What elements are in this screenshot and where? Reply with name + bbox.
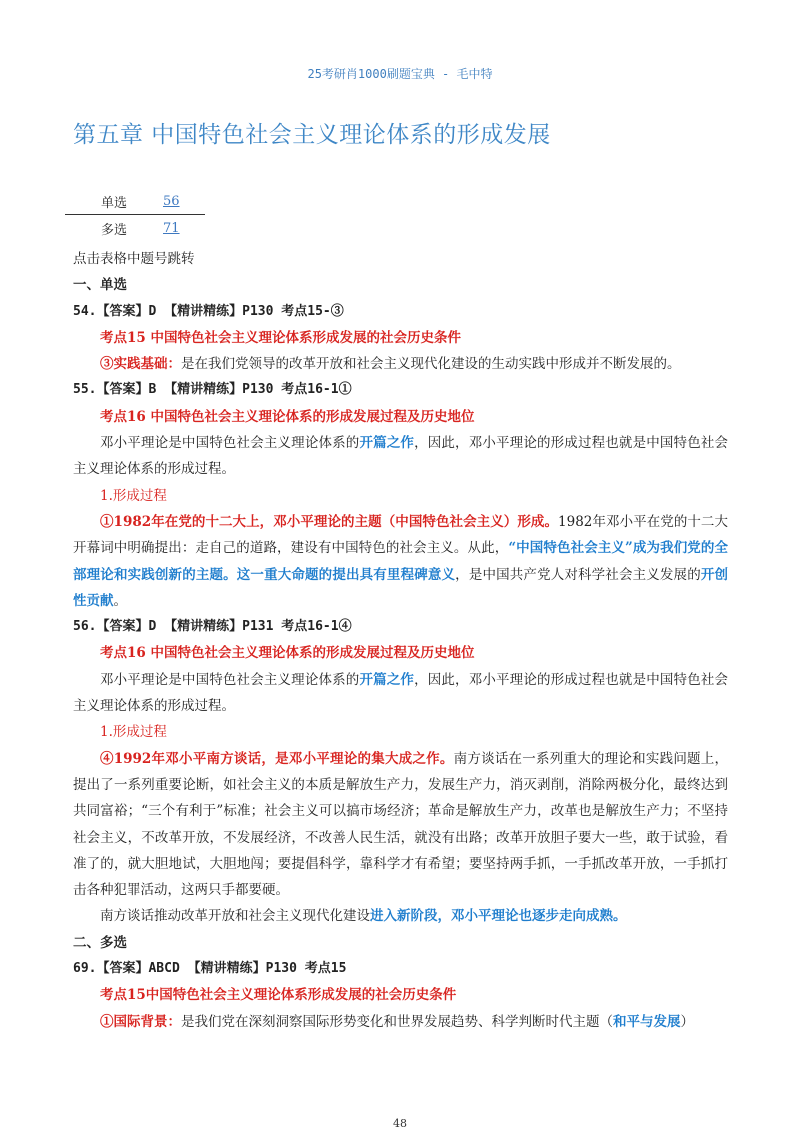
highlight-blue: 和平与发展 [613, 1013, 681, 1030]
paragraph-56-1 [73, 667, 728, 720]
point-heading-56: 考点16 中国特色社会主义理论体系的形成发展过程及历史地位 [100, 645, 475, 662]
highlight-red: ①1982年在党的十二大上，邓小平理论的主题（中国特色社会主义）形成。 [100, 513, 559, 530]
answer-line-55: 55.【答案】B 【精讲精练】P130 考点16-1① [73, 382, 352, 398]
bold-term: ③实践基础： [100, 356, 181, 373]
highlight-blue: “中国特色社会主义”成为我们党的全部理论和实践创新的主题。这一重大命题的提出具有里程碑意义 [73, 540, 728, 583]
page-content [73, 246, 728, 1035]
text-run: 邓小平理论是中国特色社会主义理论体系的 [100, 671, 360, 688]
answer-line-69: 69.【答案】ABCD 【精讲精练】P130 考点15 [73, 961, 347, 977]
explanation-text: 是在我们党领导的改革开放和社会主义现代化建设的生动实践中形成并不断发展的。 [181, 356, 681, 373]
text-run: 邓小平理论是中国特色社会主义理论体系的 [100, 435, 360, 452]
point-heading-54: 考点15 中国特色社会主义理论体系形成发展的社会历史条件 [100, 329, 461, 346]
subheading-55: 1.形成过程 [100, 487, 167, 504]
toc-row-multiple [65, 215, 205, 242]
toc-label-multiple: 多选 [100, 222, 127, 238]
toc-row-single [65, 188, 205, 215]
answer-line-54: 54.【答案】D 【精讲精练】P130 考点15-③ [73, 303, 344, 319]
explanation-54 [73, 351, 728, 377]
page-number: 48 [393, 1117, 407, 1130]
text-run: 南方谈话推动改革开放和社会主义现代化建设 [100, 908, 370, 925]
text-run: 1982年邓小平在党的十二大开幕词中明确提出：走自己的道路，建设有中国特色的社会主义。从此， [73, 513, 728, 557]
chapter-title: 第五章 中国特色社会主义理论体系的形成发展 [73, 122, 551, 148]
toc-hint: 点击表格中题号跳转 [73, 251, 195, 267]
highlight-blue: 开创性贡献 [73, 566, 729, 609]
bold-term: ①国际背景： [100, 1013, 181, 1030]
text-run: 是我们党在深刻洞察国际形势变化和世界发展趋势、科学判断时代主题（ [181, 1013, 613, 1030]
toc-link-multiple[interactable]: 71 [163, 220, 180, 236]
section-heading-single: 一、单选 [73, 277, 127, 294]
text-run: 南方谈话在一系列重大的理论和实践问题上，提出了一系列重要论断，如社会主义的本质是解放生产力，发展生产力，消灭剥削，消除两极分化，最终达到共同富裕；“三个有利于”标准；社会主义可以搞市场经济；革命是解放生产力，改革也是解放生产力；不坚持社会主义，不改革开放，不发展经济，不改善人民生活，就没有出路；改革开放胆子要大一些，敢于试验，看准了的，就大胆地试，大胆地闯；要提倡科学，靠科学才有希望；要坚持两手抓，一手抓改革开放，一手抓打击各种犯罪活动，这两只手都要硬。 [73, 750, 729, 899]
point-heading-69: 考点15中国特色社会主义理论体系形成发展的社会历史条件 [100, 987, 457, 1004]
highlight-blue: 开篇之作 [359, 671, 415, 688]
toc-table [65, 188, 205, 241]
subheading-56: 1.形成过程 [100, 724, 167, 741]
highlight-red: ④1992年邓小平南方谈话，是邓小平理论的集大成之作。 [100, 750, 454, 767]
text-run: ） [680, 1013, 694, 1030]
text-run: ，因此，邓小平理论的形成过程也就是中国特色社会主义理论体系的形成过程。 [73, 435, 729, 478]
running-header: 25考研肖1000刷题宝典 - 毛中特 [307, 67, 493, 81]
paragraph-55-2 [73, 509, 728, 614]
explanation-69 [73, 1009, 728, 1035]
toc-label-single: 单选 [65, 188, 163, 215]
text-run: 。 [113, 592, 127, 609]
paragraph-55-1 [73, 430, 728, 483]
answer-line-56: 56.【答案】D 【精讲精练】P131 考点16-1④ [73, 619, 352, 635]
paragraph-56-3 [73, 903, 728, 929]
section-heading-multiple: 二、多选 [73, 934, 127, 951]
text-run: ，因此，邓小平理论的形成过程也就是中国特色社会主义理论体系的形成过程。 [73, 671, 729, 715]
point-heading-55: 考点16 中国特色社会主义理论体系的形成发展过程及历史地位 [100, 408, 475, 425]
highlight-blue: 进入新阶段，邓小平理论也逐步走向成熟。 [370, 908, 627, 925]
text-run: ，是中国共产党人对科学社会主义发展的 [455, 566, 701, 583]
highlight-blue: 开篇之作 [359, 435, 415, 452]
paragraph-56-2 [73, 746, 728, 904]
toc-link-single[interactable]: 56 [163, 193, 180, 209]
